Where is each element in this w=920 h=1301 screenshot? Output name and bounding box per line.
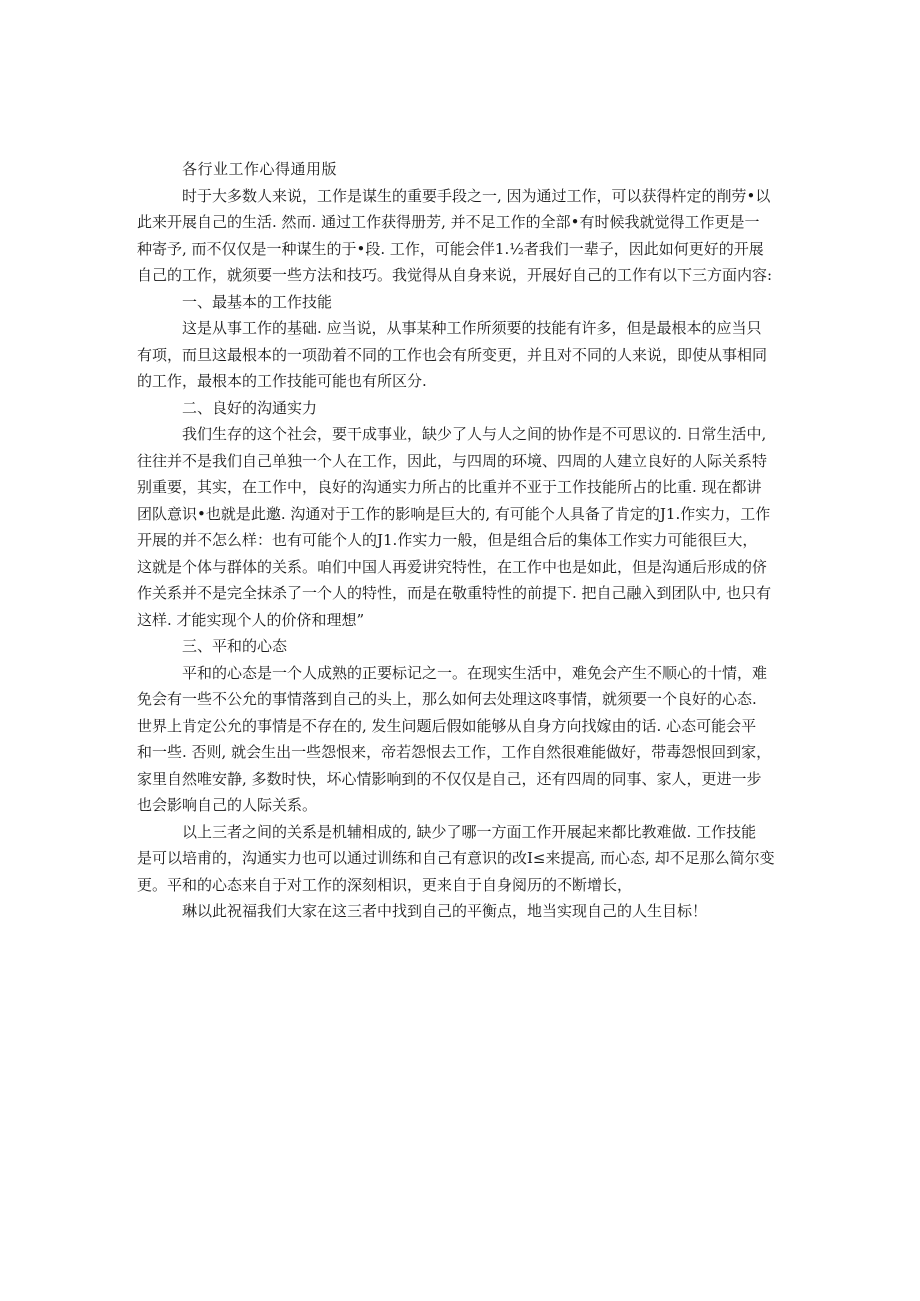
section-heading-1: 一、最基本的工作技能: [182, 292, 333, 311]
intro-paragraph: [137, 183, 783, 289]
intro-line-2: 此来开展自己的生活. 然而. 通过工作获得册芳, 并不足工作的全部•有时候我就觉得工作更是一: [137, 213, 760, 231]
intro-line-3: 种寄予, 而不仅仅是一种谋生的于•段. 工作，可能会伴1.½者我们一辈子，因此如何更好的开展: [137, 239, 764, 258]
section-heading-2: 二、良好的沟通实力: [182, 398, 318, 417]
section-3-line-6: 也会影响自己的人际关系。: [137, 796, 318, 814]
section-3-line-1: 平和的心态是一个人成熟的正要标记之一。在现实生活中，难免会产生不顺心的十情，难: [182, 663, 768, 682]
section-3-line-5: 家里自然唯安静, 多数时快，坏心情影响到的不仅仅是自己，还有四周的同事、家人，更进一步: [137, 769, 762, 788]
section-3-line-2: 免会有一些不公允的事情落到自己的头上，那么如何去处理这咚事情，就须要一个良好的心态.: [137, 690, 757, 708]
section-2-line-3: 别重要，其实，在工作中，良好的沟通实力所占的比重并不亚于工作技能所占的比重. 现在都讲: [137, 478, 762, 496]
section-3-line-4: 和一些. 否则, 就会生出一些怨恨来，帝若怨恨去工作，工作自然很难能做好，带毒怨恨回到家，: [137, 743, 772, 761]
document-title: 各行业工作心得通用版: [182, 160, 338, 178]
summary-paragraph: [137, 819, 783, 899]
section-2-line-6: 这就是个体与群体的关系。咱们中国人再爱讲究特性，在工作中也是如此，但是沟通后形成的侪: [137, 557, 768, 576]
section-2-paragraph: [137, 421, 783, 633]
section-2-line-5: 开展的并不怎么样：也有可能个人的J1.作实力一般，但是组合后的集体工作实力可能很巨大，: [137, 531, 758, 549]
intro-line-4: 自己的工作，就须要一些方法和技巧。我觉得从自身来说，开展好自己的工作有以下三方面内容:: [137, 266, 773, 284]
section-1-line-3: 的工作，最根本的工作技能可能也有所区分.: [137, 372, 427, 390]
section-2-line-8: 这样. 才能实现个人的价侪和理想”: [137, 610, 365, 629]
intro-line-1: 时于大多数人来说，工作是谋生的重要手段之一, 因为通过工作，可以获得杵定的削劳•以: [182, 186, 771, 205]
section-heading-3: 三、平和的心态: [182, 637, 288, 655]
section-2-line-2: 往往并不是我们自己单独一个人在工作，因此，与四周的环境、四周的人建立良好的人际关系特: [137, 451, 768, 470]
section-2-line-1: 我们生存的这个社会，要干成事业，缺少了人与人之间的协作是不可思议的. 日常生活中,: [182, 425, 767, 443]
section-1-line-1: 这是从事工作的基础. 应当说，从事某种工作所须要的技能有许多，但是最根本的应当只: [182, 319, 762, 337]
section-2-line-4: 团队意识•也就是此邀. 沟通对于工作的影响是巨大的, 有可能个人具备了肯定的J1.作实力，工作: [137, 504, 771, 523]
section-1-line-2: 有项，而旦这最根本的一项劭着不同的工作也会有所变更，并且对不同的人来说，即使从事相同: [137, 345, 768, 364]
summary-line-2: 是可以培甫的，沟通实力也可以通过训练和自己有意识的改I≤来提高, 而心态, 却不足那么简尔变: [137, 849, 775, 867]
section-1-paragraph: [137, 315, 783, 395]
summary-line-1: 以上三者之间的关系是机辅相成的, 缺少了哪一方面工作开展起来都比教难做. 工作技能: [182, 822, 757, 841]
summary-line-3: 更。平和的心态来自于对工作的深刻相识，更来自于自身阅历的不断增长，: [137, 875, 633, 894]
closing-line-1: 琳以此祝福我们大家在这三者中找到自己的平衡点，地当实现自己的人生目标！: [182, 902, 708, 920]
section-2-line-7: 作关系并不是完全抹杀了一个人的特性，而是在敬重特性的前提下. 把自己融入到团队中, 也只有: [137, 584, 772, 602]
section-3-line-3: 世界上肯定公允的事情是不存在的, 发生问题后假如能够从自身方向找嫁由的话. 心态可能会平: [137, 716, 757, 735]
document-body: [137, 156, 783, 925]
closing-paragraph: [137, 898, 783, 925]
section-3-paragraph: [137, 660, 783, 819]
